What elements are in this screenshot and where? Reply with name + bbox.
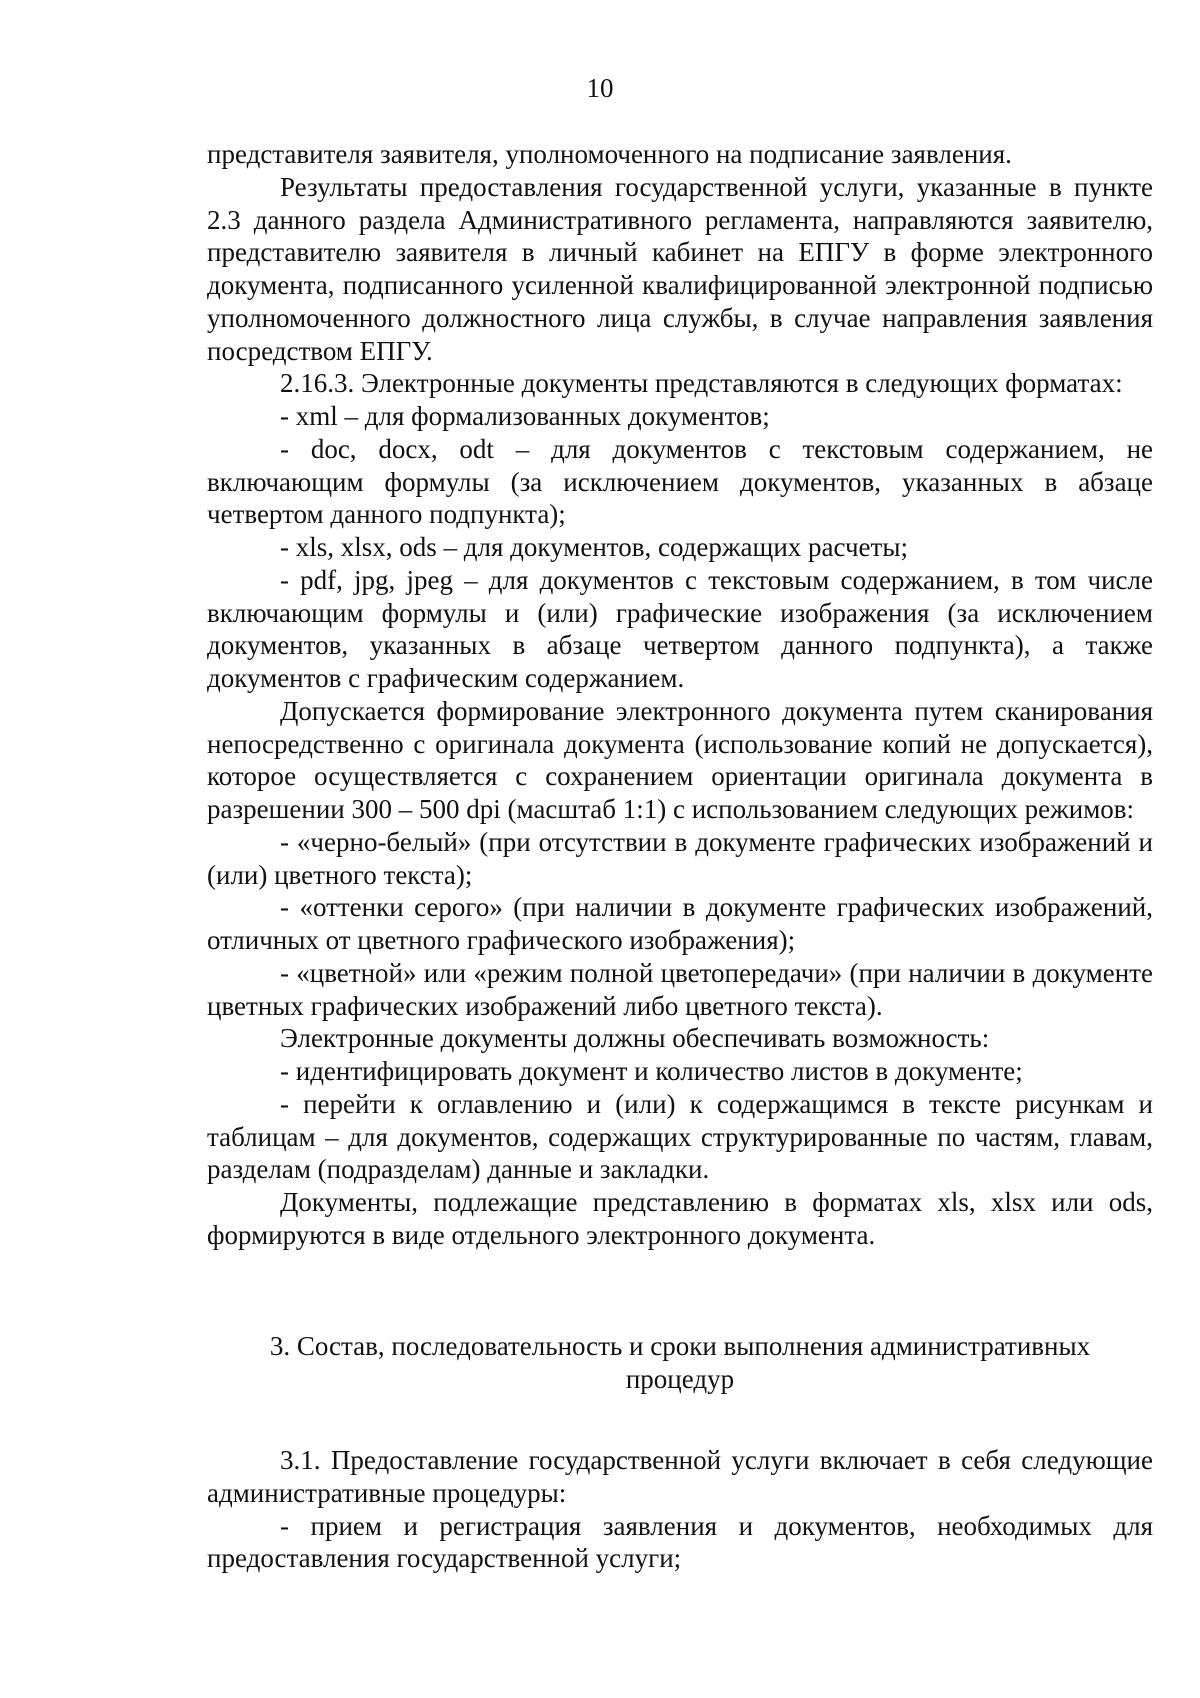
list-item: - pdf, jpg, jpeg – для документов с текстовым содержанием, в том числе включающим формулы и (или) графические изображения (за исключением документов, указанных в абзаце четвертом данного подпункта), а также документов с графическим содержанием.	[207, 564, 1153, 693]
list-item: - xls, xlsx, ods – для документов, содержащих расчеты;	[280, 532, 908, 562]
section-body	[207, 1444, 1153, 1575]
list-item: - прием и регистрация заявления и документов, необходимых для предоставления государственной услуги;	[207, 1510, 1153, 1574]
paragraph: Документы, подлежащие представлению в форматах xls, xlsx или ods, формируются в виде отдельного электронного документа.	[207, 1187, 1153, 1250]
page-number: 10	[586, 73, 614, 103]
paragraph: Допускается формирование электронного документа путем сканирования непосредственно с оригинала документа (использование копий не допускается), которое осуществляется с сохранением ориентации оригинала документа в разрешении 300 – 500 dpi (масштаб 1:1) с использованием следующих режимов:	[207, 695, 1153, 824]
paragraph: 3.1. Предоставление государственной услуги включает в себя следующие административные процедуры:	[207, 1445, 1153, 1508]
paragraph: Электронные документы должны обеспечивать возможность:	[280, 1023, 990, 1054]
section-heading	[207, 1330, 1153, 1396]
section-heading-line: 3. Состав, последовательность и сроки выполнения административных	[269, 1331, 1091, 1361]
list-item: - перейти к оглавлению и (или) к содержащимся в тексте рисункам и таблицам – для документов, содержащих структурированные по частям, главам, разделам (подразделам) данные и закладки.	[207, 1088, 1153, 1185]
list-item: - идентифицировать документ и количество листов в документе;	[280, 1056, 1023, 1086]
list-item: - doc, docx, odt – для документов с текстовым содержанием, не включающим формулы (за исключением документов, указанных в абзаце четвертом данного подпункта);	[207, 433, 1153, 530]
list-item: - «цветной» или «режим полной цветопередачи» (при наличии в документе цветных графических изображений либо цветного текста).	[207, 957, 1153, 1021]
list-item: - «черно-белый» (при отсутствии в документе графических изображений и (или) цветного текста);	[207, 826, 1153, 890]
paragraph: представителя заявителя, уполномоченного на подписание заявления.	[207, 139, 1012, 169]
paragraph: 2.16.3. Электронные документы представляются в следующих форматах:	[280, 368, 1123, 399]
paragraph: Результаты предоставления государственной услуги, указанные в пункте 2.3 данного раздела Административного регламента, направляются заявителю, представителю заявителя в личный кабинет на ЕПГУ в форме электронного документа, подписанного усиленной квалифицированной электронной подписью уполномоченного должностного лица службы, в случае направления заявления посредством ЕПГУ.	[207, 171, 1153, 366]
section-heading-line: процедур	[625, 1364, 735, 1394]
document-body	[207, 138, 1153, 1252]
list-item: - xml – для формализованных документов;	[280, 401, 770, 431]
list-item: - «оттенки серого» (при наличии в документе графических изображений, отличных от цветного графического изображения);	[207, 892, 1153, 955]
